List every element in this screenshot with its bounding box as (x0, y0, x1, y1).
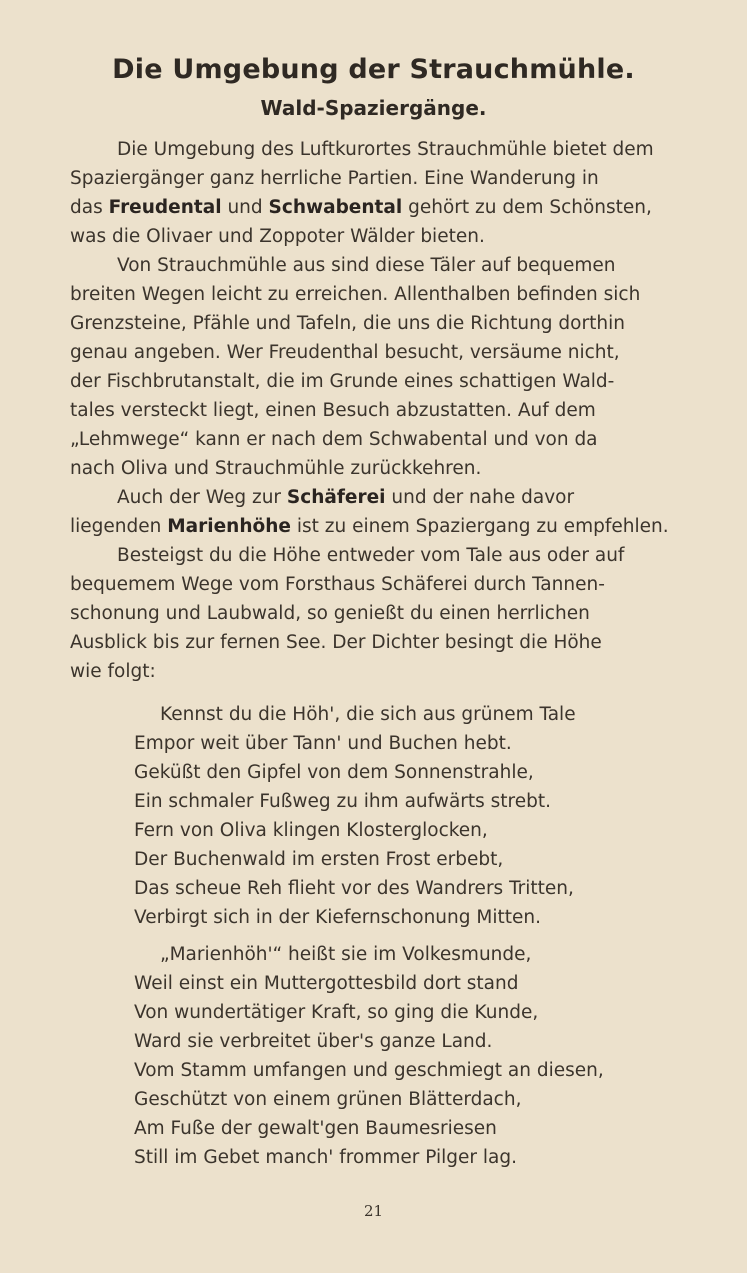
poem-stanza-2 (134, 940, 674, 1172)
page-number: 21 (363, 1202, 384, 1220)
section-subtitle: Wald-Spaziergänge. (260, 96, 487, 120)
verse-line: Am Fuße der gewalt'gen Baumesriesen (134, 1118, 497, 1139)
prose-line: nach Oliva und Strauchmühle zurückkehren. (70, 458, 482, 479)
poem-stanza-1 (134, 700, 674, 932)
verse-line: Der Buchenwald im ersten Frost erbebt, (134, 849, 504, 870)
prose-line: schonung und Laubwald, so genießt du einen herrlichen (70, 603, 590, 624)
prose-line: „Lehmwege“ kann er nach dem Schwabental und von da (70, 429, 598, 450)
prose-line: liegenden Marienhöhe ist zu einem Spaziergang zu empfehlen. (70, 516, 669, 537)
verse-line: Verbirgt sich in der Kiefernschonung Mitten. (134, 907, 541, 928)
prose-line: Ausblick bis zur fernen See. Der Dichter besingt die Höhe (70, 632, 602, 653)
verse-line: Geküßt den Gipfel von dem Sonnenstrahle, (134, 762, 534, 783)
prose-line: der Fischbrutanstalt, die im Grunde eines schattigen Wald- (70, 371, 615, 392)
verse-line: Das scheue Reh flieht vor des Wandrers Tritten, (134, 878, 574, 899)
prose-line: was die Olivaer und Zoppoter Wälder bieten. (70, 226, 485, 247)
prose-line: breiten Wegen leicht zu erreichen. Allenthalben befinden sich (70, 284, 641, 305)
verse-line: Ein schmaler Fußweg zu ihm aufwärts strebt. (134, 791, 552, 812)
verse-line: Ward sie verbreitet über's ganze Land. (134, 1031, 493, 1052)
prose-body (70, 135, 688, 686)
verse-line: Kennst du die Höh', die sich aus grünem Tale (160, 704, 576, 725)
prose-line: Besteigst du die Höhe entweder vom Tale aus oder auf (117, 545, 625, 566)
prose-line: wie folgt: (70, 661, 156, 682)
prose-line: das Freudental und Schwabental gehört zu dem Schönsten, (70, 197, 652, 218)
verse-line: Vom Stamm umfangen und geschmiegt an diesen, (134, 1060, 604, 1081)
prose-line: Auch der Weg zur Schäferei und der nahe davor (117, 487, 575, 508)
verse-line: Still im Gebet manch' frommer Pilger lag. (134, 1147, 517, 1168)
place-name-freudental: Freudental (108, 197, 222, 218)
place-name-marienhoehe: Marienhöhe (167, 516, 291, 537)
prose-line: bequemem Wege vom Forsthaus Schäferei durch Tannen- (70, 574, 605, 595)
verse-line: „Marienhöh'“ heißt sie im Volkesmunde, (160, 944, 532, 965)
prose-line: Spaziergänger ganz herrliche Partien. Eine Wanderung in (70, 168, 599, 189)
verse-line: Von wundertätiger Kraft, so ging die Kunde, (134, 1002, 539, 1023)
prose-line: Grenzsteine, Pfähle und Tafeln, die uns die Richtung dorthin (70, 313, 625, 334)
place-name-schaeferei: Schäferei (286, 487, 386, 508)
page-title: Die Umgebung der Strauchmühle. (112, 54, 635, 85)
prose-line: genau angeben. Wer Freudenthal besucht, versäume nicht, (70, 342, 620, 363)
verse-line: Geschützt von einem grünen Blätterdach, (134, 1089, 522, 1110)
prose-line: Von Strauchmühle aus sind diese Täler auf bequemen (117, 255, 616, 276)
prose-line: Die Umgebung des Luftkurortes Strauchmühle bietet dem (117, 139, 654, 160)
place-name-schwabental: Schwabental (268, 197, 403, 218)
verse-line: Weil einst ein Muttergottesbild dort stand (134, 973, 519, 994)
verse-line: Empor weit über Tann' und Buchen hebt. (134, 733, 512, 754)
verse-line: Fern von Oliva klingen Klosterglocken, (134, 820, 488, 841)
prose-line: tales versteckt liegt, einen Besuch abzustatten. Auf dem (70, 400, 596, 421)
